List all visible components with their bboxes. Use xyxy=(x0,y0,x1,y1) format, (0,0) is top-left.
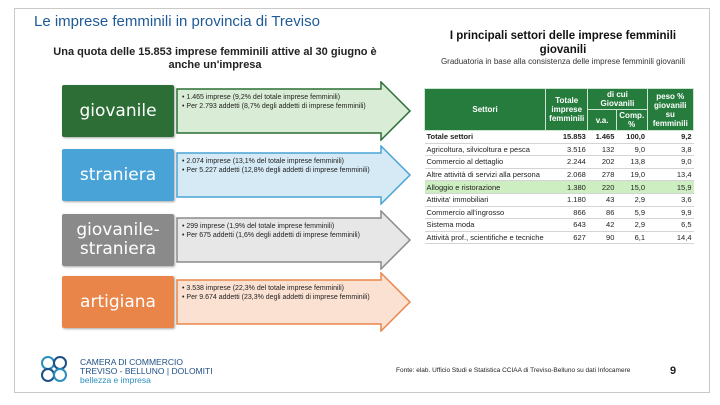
category-detail-line: • Per 675 addetti (1,6% degli addetti di imprese femminili) xyxy=(182,232,360,239)
cell-comp: 2,9 xyxy=(616,219,647,232)
cell-peso: 9,0 xyxy=(647,156,693,169)
table-row xyxy=(425,168,694,181)
table-row xyxy=(425,206,694,219)
category-arrow xyxy=(176,145,412,205)
cell-total: 1.180 xyxy=(546,193,588,206)
cell-comp: 2,9 xyxy=(616,193,647,206)
cell-va: 86 xyxy=(588,206,617,219)
cell-name: Commercio all'ingrosso xyxy=(425,206,546,219)
page-title: Le imprese femminili in provincia di Treviso xyxy=(34,13,320,30)
cell-total: 2.244 xyxy=(546,156,588,169)
cell-name: Commercio al dettaglio xyxy=(425,156,546,169)
cell-va: 43 xyxy=(588,193,617,206)
cell-peso: 13,4 xyxy=(647,168,693,181)
cell-comp: 9,0 xyxy=(616,143,647,156)
right-title: I principali settori delle imprese femminili giovanili xyxy=(449,30,677,56)
category-detail-line: • 3.538 imprese (22,3% del totale imprese femminili) xyxy=(182,285,344,292)
cell-peso: 9,2 xyxy=(647,131,693,144)
category-box: straniera xyxy=(62,149,174,201)
header-settori: Settori xyxy=(425,89,546,131)
cell-comp: 19,0 xyxy=(616,168,647,181)
header-giovanili: di cui Giovanili xyxy=(588,89,647,110)
cell-total: 627 xyxy=(546,231,588,244)
category-box: giovanile xyxy=(62,85,174,137)
sectors-table xyxy=(424,88,694,244)
cell-peso: 9,9 xyxy=(647,206,693,219)
cell-total: 3.516 xyxy=(546,143,588,156)
cell-total: 643 xyxy=(546,219,588,232)
category-detail-line: • 299 imprese (1,9% del totale imprese femminili) xyxy=(182,223,335,230)
cell-total: 15.853 xyxy=(546,131,588,144)
cell-comp: 6,1 xyxy=(616,231,647,244)
cell-peso: 6,5 xyxy=(647,219,693,232)
cell-name: Attivita' immobiliari xyxy=(425,193,546,206)
table-row xyxy=(425,143,694,156)
header-comp: Comp. % xyxy=(616,110,647,131)
table-row xyxy=(425,131,694,144)
org-line2: TREVISO - BELLUNO | DOLOMITI xyxy=(80,366,213,376)
cell-peso: 15,9 xyxy=(647,181,693,194)
category-arrow xyxy=(176,210,412,270)
category-box: giovanile-straniera xyxy=(62,214,174,266)
cell-peso: 3,6 xyxy=(647,193,693,206)
cell-va: 42 xyxy=(588,219,617,232)
category-detail-line: • 2.074 imprese (13,1% del totale imprese femminili) xyxy=(182,158,344,165)
cell-comp: 5,9 xyxy=(616,206,647,219)
category-arrow xyxy=(176,81,412,141)
chamber-logo-icon xyxy=(40,355,76,385)
category-detail-line: • 1.465 imprese (9,2% del totale imprese femminili) xyxy=(182,94,341,101)
cell-va: 220 xyxy=(588,181,617,194)
source-note: Fonte: elab. Ufficio Studi e Statistica CCIAA di Treviso-Belluno su dati Infocamere xyxy=(396,367,631,374)
table-row xyxy=(425,193,694,206)
page-number: 9 xyxy=(670,365,677,377)
cell-name: Totale settori xyxy=(425,131,546,144)
cell-total: 866 xyxy=(546,206,588,219)
header-va: v.a. xyxy=(588,110,617,131)
cell-peso: 3,8 xyxy=(647,143,693,156)
category-detail-line: • Per 5.227 addetti (12,8% degli addetti di imprese femminili) xyxy=(182,167,370,174)
cell-va: 132 xyxy=(588,143,617,156)
category-box: artigiana xyxy=(62,276,174,328)
cell-name: Agricoltura, silvicoltura e pesca xyxy=(425,143,546,156)
cell-peso: 14,4 xyxy=(647,231,693,244)
cell-va: 90 xyxy=(588,231,617,244)
cell-comp: 100,0 xyxy=(616,131,647,144)
org-line1: CAMERA DI COMMERCIO xyxy=(80,357,183,367)
category-arrow xyxy=(176,272,412,332)
cell-name: Attività prof., scientifiche e tecniche xyxy=(426,233,544,243)
cell-va: 202 xyxy=(588,156,617,169)
cell-total: 1.380 xyxy=(546,181,588,194)
cell-comp: 13,8 xyxy=(616,156,647,169)
subtitle: Una quota delle 15.853 imprese femminili attive al 30 giugno è anche un'impresa xyxy=(53,46,377,71)
cell-name: Alloggio e ristorazione xyxy=(425,181,546,194)
header-totale: Totale imprese femminili xyxy=(546,89,588,131)
cell-va: 1.465 xyxy=(588,131,617,144)
category-detail-line: • Per 9.674 addetti (23,3% degli addetti di imprese femminili) xyxy=(182,294,370,301)
table-row xyxy=(425,156,694,169)
organization-name xyxy=(80,358,213,385)
right-subtitle: Graduatoria in base alla consistenza delle imprese femminili giovanili xyxy=(440,57,686,66)
cell-name: Altre attività di servizi alla persona xyxy=(425,168,546,181)
org-line3: bellezza e impresa xyxy=(80,375,151,385)
cell-name: Sistema moda xyxy=(425,219,546,232)
cell-comp: 15,0 xyxy=(616,181,647,194)
header-peso: peso % giovanili su femminili xyxy=(647,89,693,131)
table-row xyxy=(425,231,694,244)
cell-va: 278 xyxy=(588,168,617,181)
table-row xyxy=(425,219,694,232)
table-row xyxy=(425,181,694,194)
category-detail-line: • Per 2.793 addetti (8,7% degli addetti di imprese femminili) xyxy=(182,103,366,110)
cell-total: 2.068 xyxy=(546,168,588,181)
